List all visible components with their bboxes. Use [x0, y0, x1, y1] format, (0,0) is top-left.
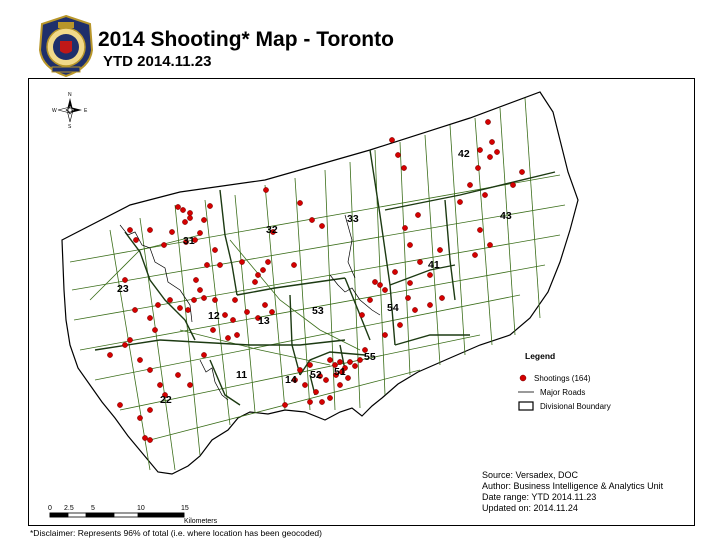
svg-text:N: N	[68, 92, 72, 98]
division-label-23: 23	[117, 283, 129, 295]
svg-text:2.5: 2.5	[64, 505, 74, 512]
map-legend	[515, 351, 665, 419]
division-label-53: 53	[312, 305, 324, 317]
svg-text:E: E	[84, 108, 88, 114]
division-label-52: 52	[310, 369, 322, 381]
legend-item-boundary	[518, 401, 611, 411]
division-label-43: 43	[500, 210, 512, 222]
legend-item-roads	[518, 387, 585, 397]
division-label-14: 14	[285, 374, 297, 386]
shooting-dot-icon	[518, 373, 528, 383]
source-info	[482, 470, 663, 514]
division-label-51: 51	[334, 366, 346, 378]
legend-shootings-label: Shootings (164)	[534, 373, 591, 383]
disclaimer-text: *Disclaimer: Represents 96% of total (i.e. where location has been geocoded)	[30, 528, 322, 538]
svg-text:W: W	[52, 108, 57, 114]
division-label-22: 22	[160, 394, 172, 406]
division-label-32: 32	[266, 224, 278, 236]
division-label-55: 55	[364, 351, 376, 363]
division-label-11: 11	[236, 369, 248, 381]
svg-text:Kilometers: Kilometers	[184, 518, 218, 525]
road-line-icon	[518, 387, 534, 397]
legend-title: Legend	[525, 351, 556, 361]
svg-text:0: 0	[48, 505, 52, 512]
svg-text:S: S	[68, 124, 72, 130]
svg-text:15: 15	[181, 505, 189, 512]
legend-item-shootings	[518, 373, 590, 383]
author-line: Author: Business Intelligence & Analytics Unit	[482, 481, 664, 491]
page-title: 2014 Shooting* Map - Toronto	[98, 28, 394, 51]
division-label-12: 12	[208, 310, 220, 322]
date-range-line: Date range: YTD 2014.11.23	[482, 492, 597, 502]
scale-bar	[38, 502, 238, 526]
boundary-box-icon	[518, 401, 534, 411]
legend-boundary-label: Divisional Boundary	[540, 401, 611, 411]
svg-text:5: 5	[91, 505, 95, 512]
division-label-13: 13	[258, 315, 270, 327]
division-label-54: 54	[387, 302, 399, 314]
legend-roads-label: Major Roads	[540, 387, 586, 397]
svg-text:10: 10	[137, 505, 145, 512]
source-line: Source: Versadex, DOC	[482, 470, 579, 480]
division-label-41: 41	[428, 259, 440, 271]
division-label-42: 42	[458, 148, 470, 160]
north-arrow-compass-icon	[52, 92, 88, 130]
updated-line: Updated on: 2014.11.24	[482, 503, 578, 513]
division-label-33: 33	[347, 213, 359, 225]
division-label-31: 31	[183, 235, 195, 247]
page-subtitle: YTD 2014.11.23	[103, 53, 212, 70]
